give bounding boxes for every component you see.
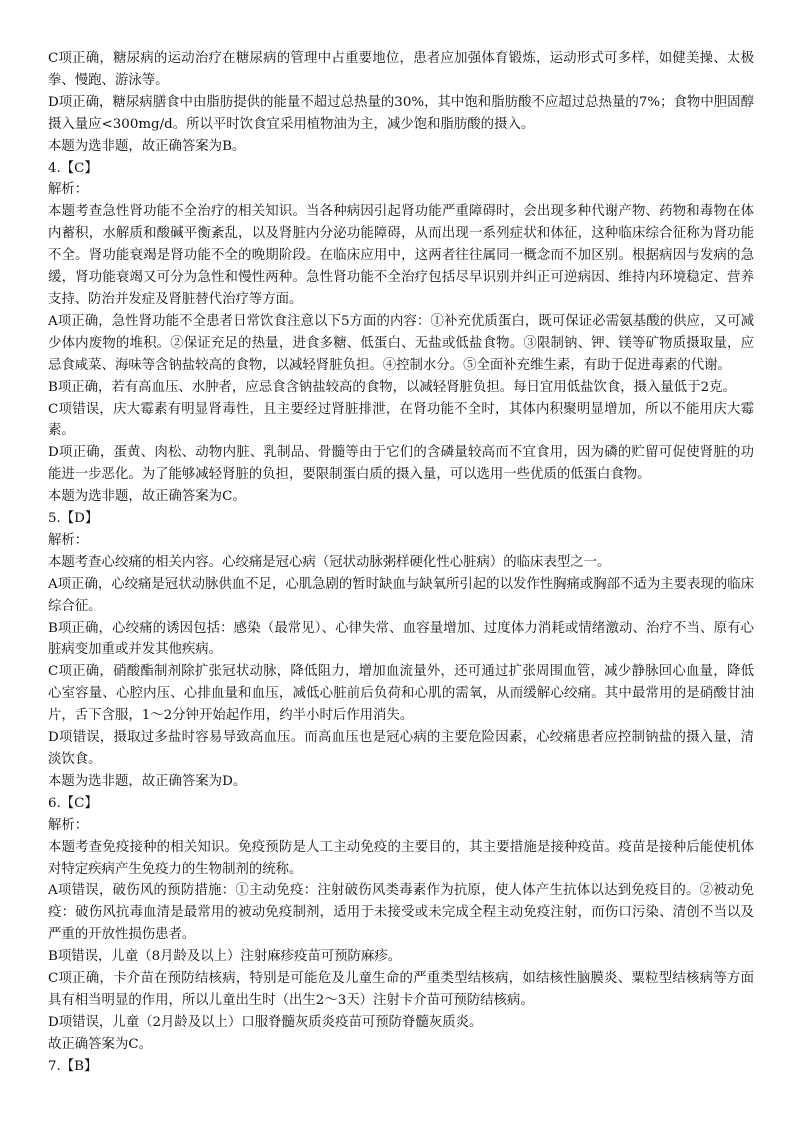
- paragraph: D项错误，儿童（2月龄及以上）口服脊髓灰质炎疫苗可预防脊髓灰质炎。: [48, 1014, 483, 1030]
- paragraph: 本题考查免疫接种的相关知识。免疫预防是人工主动免疫的主要目的，其主要措施是接种疫苗。疫苗是接种后能使机体对特定疾病产生免疫力的生物制剂的统称。: [48, 839, 754, 877]
- paragraph: A项正确，心绞痛是冠状动脉供血不足，心肌急剧的暂时缺血与缺氧所引起的以发作性胸痛或胸部不适为主要表现的临床综合征。: [48, 576, 754, 614]
- paragraph: B项错误，儿童（8月龄及以上）注射麻疹疫苗可预防麻疹。: [48, 949, 402, 965]
- paragraph: 5.【D】: [48, 511, 99, 527]
- document-page: [48, 48, 754, 1078]
- paragraph: 本题为选非题，故正确答案为C。: [48, 489, 246, 505]
- paragraph: 7.【B】: [48, 1058, 98, 1074]
- paragraph: A项错误，破伤风的预防措施：①主动免疫：注射破伤风类毒素作为抗原，使人体产生抗体以达到免疫目的。②被动免疫：破伤风抗毒血清是最常用的被动免疫制剂，适用于未接受或未完成全程主动免疫注射，而伤口污染、清创不当以及严重的开放性损伤患者。: [48, 883, 754, 943]
- paragraph: C项正确，卡介苗在预防结核病，特别是可能危及儿童生命的严重类型结核病，如结核性脑膜炎、粟粒型结核病等方面具有相当明显的作用，所以儿童出生时（出生2～3天）注射卡介苗可预防结核病。: [48, 971, 754, 1008]
- paragraph: 解析：: [48, 817, 89, 833]
- paragraph: D项错误，摄取过多盐时容易导致高血压。而高血压也是冠心病的主要危险因素，心绞痛患者应控制钠盐的摄入量，清淡饮食。: [48, 730, 754, 767]
- paragraph: C项错误，庆大霉素有明显肾毒性，且主要经过肾脏排泄，在肾功能不全时，其体内积聚明显增加，所以不能用庆大霉素。: [48, 401, 754, 439]
- paragraph: 故正确答案为C。: [48, 1036, 152, 1052]
- paragraph: B项正确，心绞痛的诱因包括：感染（最常见）、心律失常、血容量增加、过度体力消耗或情绪激动、治疗不当、原有心脏病变加重或并发其他疾病。: [48, 620, 754, 658]
- paragraph: D项正确，蛋黄、肉松、动物内脏、乳制品、骨髓等由于它们的含磷量较高而不宜食用，因为磷的贮留可促使肾脏的功能进一步恶化。为了能够减轻肾脏的负担，要限制蛋白质的摄入量，可以选用一些优质的低蛋白食物。: [48, 445, 754, 483]
- paragraph: C项正确，糖尿病的运动治疗在糖尿病的管理中占重要地位，患者应加强体育锻炼，运动形式可多样，如健美操、太极拳、慢跑、游泳等。: [48, 51, 754, 88]
- paragraph: C项正确，硝酸酯制剂除扩张冠状动脉，降低阻力，增加血流量外，还可通过扩张周围血管，减少静脉回心血量，降低心室容量、心腔内压、心排血量和血压，减低心脏前后负荷和心肌的需氧，从而缓解心绞痛。其中最常用的是硝酸甘油片，舌下含服，1～2分钟开始起作用，约半小时后作用消失。: [48, 664, 754, 724]
- paragraph: 解析：: [48, 182, 89, 198]
- paragraph: 本题为选非题，故正确答案为D。: [48, 773, 247, 789]
- paragraph: B项正确，若有高血压、水肿者，应忌食含钠盐较高的食物，以减轻肾脏负担。每日宜用低盐饮食，摄入量低于2克。: [48, 379, 736, 395]
- paragraph: 本题考查心绞痛的相关内容。心绞痛是冠心病（冠状动脉粥样硬化性心脏病）的临床表型之一。: [48, 554, 611, 570]
- paragraph: D项正确，糖尿病膳食中由脂肪提供的能量不超过总热量的30%，其中饱和脂肪酸不应超过总热量的7%；食物中胆固醇摄入量应<300mg/d。所以平时饮食宜采用植物油为主，减少饱和脂肪酸的摄入。: [48, 94, 754, 132]
- paragraph: A项正确，急性肾功能不全患者日常饮食注意以下5方面的内容：①补充优质蛋白，既可保证必需氨基酸的供应，又可减少体内废物的堆积。②保证充足的热量，进食多糖、低蛋白、无盐或低盐食物。③限制钠、钾、镁等矿物质摄取量，应忌食咸菜、海味等含钠盐较高的食物，以减轻肾脏负担。④控制水分。⑤全面补充维生素，有助于促进毒素的代谢。: [48, 313, 754, 373]
- paragraph: 解析：: [48, 532, 89, 548]
- paragraph: 6.【C】: [48, 795, 98, 811]
- paragraph: 本题为选非题，故正确答案为B。: [48, 138, 246, 154]
- paragraph: 本题考查急性肾功能不全治疗的相关知识。当各种病因引起肾功能严重障碍时，会出现多种代谢产物、药物和毒物在体内蓄积，水解质和酸碱平衡紊乱，以及肾脏内分泌功能障碍，从而出现一系列症状和体征，这种临床综合征称为肾功能不全。肾功能衰竭是肾功能不全的晚期阶段。在临床应用中，这两者往往属同一概念而不加区别。根据病因与发病的急缓，肾功能衰竭又可分为急性和慢性两种。急性肾功能不全治疗包括尽早识别并纠正可逆病因、维持内环境稳定、营养支持、防治并发症及肾脏替代治疗等方面。: [48, 204, 754, 307]
- paragraph: 4.【C】: [48, 160, 98, 176]
